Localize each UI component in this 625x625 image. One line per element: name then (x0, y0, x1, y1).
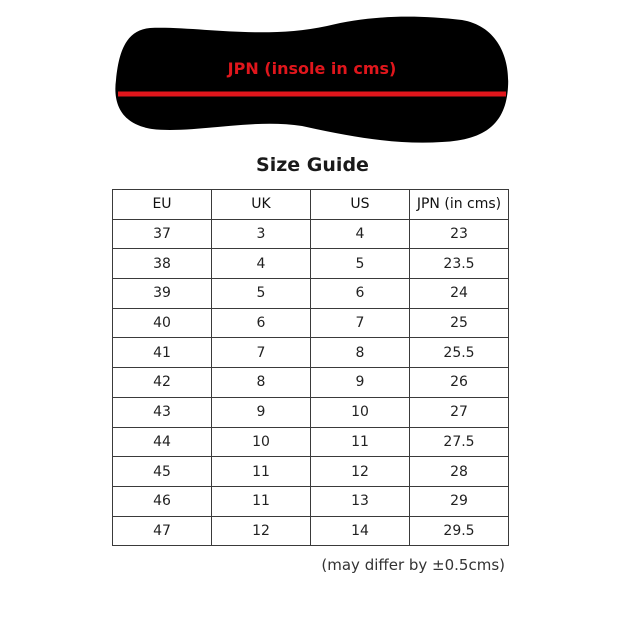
insole-sole-shape (112, 12, 512, 148)
cell-eu: 37 (113, 219, 212, 249)
table-row (113, 397, 509, 427)
column-header-us: US (311, 190, 410, 220)
cell-uk: 5 (212, 279, 311, 309)
cell-eu: 46 (113, 486, 212, 516)
cell-eu: 40 (113, 308, 212, 338)
cell-us: 10 (311, 397, 410, 427)
cell-us: 6 (311, 279, 410, 309)
cell-us: 4 (311, 219, 410, 249)
cell-us: 7 (311, 308, 410, 338)
table-row (113, 308, 509, 338)
table-row (113, 338, 509, 368)
cell-eu: 45 (113, 457, 212, 487)
cell-jpn: 26 (410, 368, 509, 398)
table-row (113, 457, 509, 487)
cell-jpn: 24 (410, 279, 509, 309)
cell-jpn: 29 (410, 486, 509, 516)
table-row (113, 219, 509, 249)
cell-us: 11 (311, 427, 410, 457)
cell-us: 9 (311, 368, 410, 398)
insole-illustration (112, 12, 512, 148)
cell-uk: 12 (212, 516, 311, 546)
cell-uk: 7 (212, 338, 311, 368)
cell-jpn: 23 (410, 219, 509, 249)
page-title: Size Guide (256, 154, 369, 176)
table-row (113, 486, 509, 516)
cell-uk: 8 (212, 368, 311, 398)
size-table (112, 189, 509, 546)
cell-uk: 3 (212, 219, 311, 249)
cell-jpn: 29.5 (410, 516, 509, 546)
cell-us: 5 (311, 249, 410, 279)
cell-uk: 10 (212, 427, 311, 457)
column-header-jpn: JPN (in cms) (410, 190, 509, 220)
cell-us: 14 (311, 516, 410, 546)
table-row (113, 427, 509, 457)
tolerance-note: (may differ by ±0.5cms) (321, 556, 505, 574)
cell-us: 12 (311, 457, 410, 487)
table-row (113, 279, 509, 309)
cell-eu: 41 (113, 338, 212, 368)
cell-uk: 9 (212, 397, 311, 427)
cell-jpn: 27 (410, 397, 509, 427)
cell-uk: 11 (212, 486, 311, 516)
cell-us: 8 (311, 338, 410, 368)
cell-eu: 38 (113, 249, 212, 279)
cell-uk: 6 (212, 308, 311, 338)
cell-eu: 43 (113, 397, 212, 427)
cell-eu: 39 (113, 279, 212, 309)
table-row (113, 516, 509, 546)
insole-sole (115, 17, 508, 143)
cell-jpn: 27.5 (410, 427, 509, 457)
table-row (113, 249, 509, 279)
insole-label: JPN (insole in cms) (227, 59, 397, 78)
column-header-uk: UK (212, 190, 311, 220)
cell-jpn: 28 (410, 457, 509, 487)
cell-jpn: 25 (410, 308, 509, 338)
cell-jpn: 25.5 (410, 338, 509, 368)
table-header-row (113, 190, 509, 220)
column-header-eu: EU (113, 190, 212, 220)
cell-uk: 4 (212, 249, 311, 279)
cell-uk: 11 (212, 457, 311, 487)
cell-jpn: 23.5 (410, 249, 509, 279)
insole-measure-line (118, 92, 506, 97)
table-row (113, 368, 509, 398)
cell-eu: 42 (113, 368, 212, 398)
cell-eu: 44 (113, 427, 212, 457)
cell-eu: 47 (113, 516, 212, 546)
cell-us: 13 (311, 486, 410, 516)
